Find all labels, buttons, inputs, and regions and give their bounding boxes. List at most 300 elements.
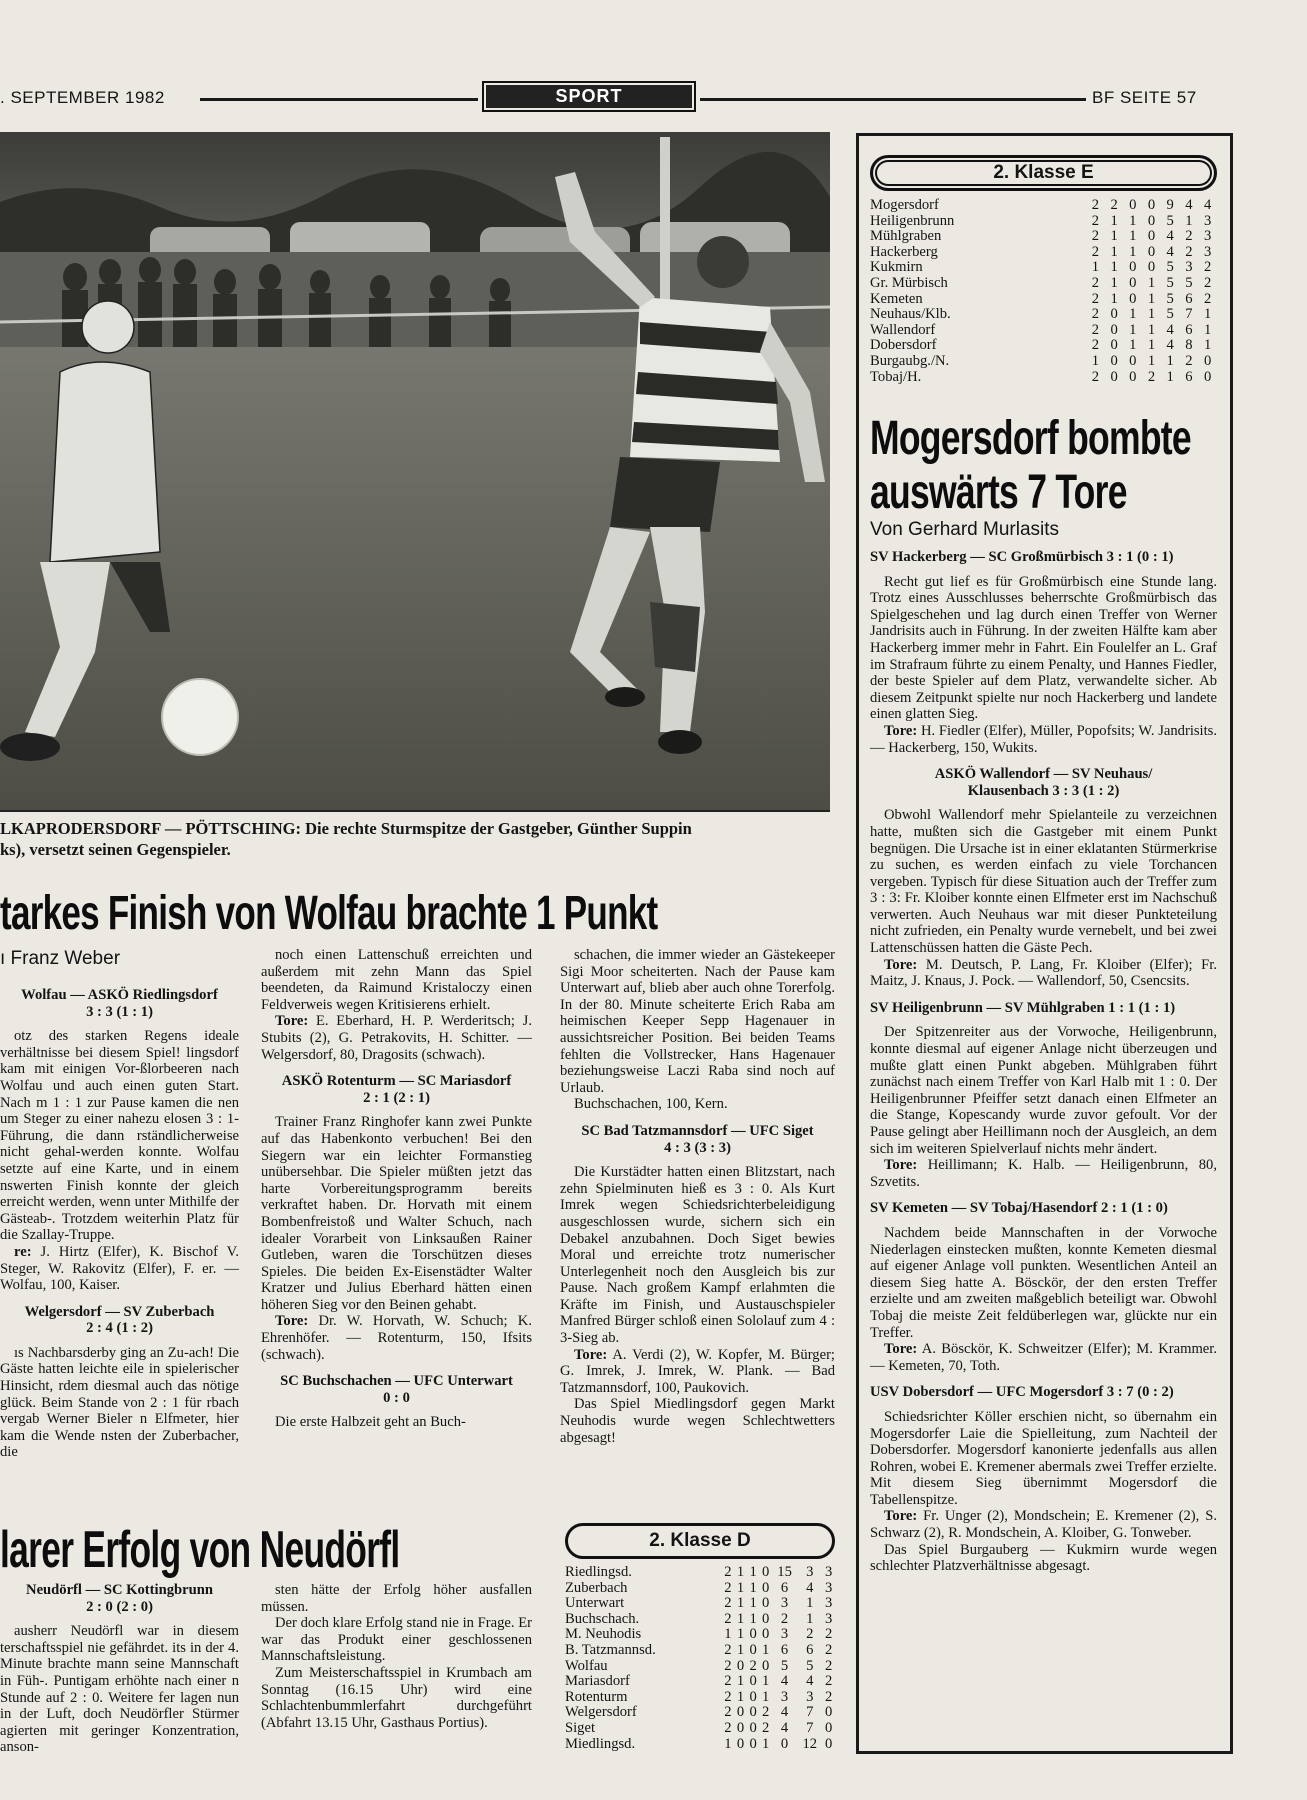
standings-value: 1 bbox=[762, 1673, 770, 1690]
standings-row bbox=[565, 1581, 835, 1597]
standings-value: 1 bbox=[1147, 290, 1156, 307]
match-heading: ASKÖ Rotenturm — SC Mariasdorf 2 : 1 (2 : 1) bbox=[281, 1073, 512, 1106]
standings-value: 1 bbox=[749, 1610, 757, 1627]
standings-value: 7 bbox=[806, 1719, 814, 1736]
standings-value: 3 bbox=[1185, 259, 1193, 276]
standings-value: 0 bbox=[749, 1626, 757, 1643]
standings-value: 4 bbox=[1166, 321, 1174, 338]
scorers-line bbox=[870, 957, 1217, 990]
scorers-label: Tore: bbox=[884, 1508, 918, 1525]
standings-value: 1 bbox=[1110, 228, 1118, 245]
team-name: Rotenturm bbox=[565, 1688, 628, 1705]
standings-value: 1 bbox=[1110, 290, 1118, 307]
standings-value: 3 bbox=[825, 1564, 833, 1580]
standings-value: 1 bbox=[806, 1610, 814, 1627]
standings-value: 2 bbox=[825, 1641, 833, 1658]
article-3-headline-line-1: Mogersdorf bombte bbox=[870, 412, 1191, 465]
standings-row bbox=[870, 245, 1217, 261]
body-paragraph: Trainer Franz Ringhofer kann zwei Punkte auf das Habenkonto verbuchen! Bei den Siegern war ein leichter Formanstieg unübersehbar. Die Spieler müßten jetzt das harte Vorbereitungsprogramm bereits verkraftet haben. Dr. Horvath mit einem Bombenfreistoß und Walter Schuch, nach idealer Vorarbeit von Linksaußen Rainer Gutleben, waren die Torschützen dieses Spieles. Die beiden Ex-Eisenstädter Walter Kratzer und Julius Eberhard hätten einen höheren Sieg vor den Beinen gehabt. bbox=[261, 1114, 532, 1313]
standings-value: 1 bbox=[736, 1673, 745, 1690]
standings-value: 1 bbox=[1091, 259, 1100, 276]
match-photo bbox=[0, 132, 830, 812]
standings-value: 0 bbox=[1203, 352, 1212, 369]
team-name: Buchschach. bbox=[565, 1610, 640, 1627]
standings-value: 5 bbox=[1166, 290, 1174, 307]
standings-value: 1 bbox=[1147, 337, 1156, 354]
standings-value: 0 bbox=[749, 1735, 757, 1752]
body-paragraph: Obwohl Wallendorf mehr Spielanteile zu verzeichnen hatte, mußten sich die Gastgeber mit einem Punkt begnügen. Die Ursache ist in einer eklatanten Stürmerkrise zu suchen, es werden einfach zu viele Torchancen vergeben. Typisch für diese Situation auch der Treffer zum 3 : 3: Fr. Kloiber konnte einen Elfmeter erst im Nachschuß verwerten. Auch Neuhaus war mit dieser Punkteteilung nicht zufrieden, ein Penalty wurde vernebelt, und bei zwei Lattenschüssen hatten die Gäste Pech. bbox=[870, 807, 1217, 957]
standings-value: 4 bbox=[806, 1579, 814, 1596]
team-name: Wolfau bbox=[565, 1657, 608, 1674]
scorers-text: E. Eberhard, H. P. Werderitsch; J. Stubits (2), G. Petrakovits, H. Schitter. — Welgersdorf, 80, Dragosits (schwach). bbox=[261, 1013, 532, 1063]
team-name: Zuberbach bbox=[565, 1579, 628, 1596]
standings-value: 1 bbox=[1185, 212, 1193, 229]
standings-row bbox=[565, 1674, 835, 1690]
match-heading: USV Dobersdorf — UFC Mogersdorf 3 : 7 (0 : 2) bbox=[870, 1384, 1174, 1401]
team-name: Heiligenbrunn bbox=[870, 212, 955, 229]
standings-value: 9 bbox=[1166, 197, 1174, 213]
standings-value: 4 bbox=[1166, 243, 1174, 260]
standings-value: 1 bbox=[736, 1610, 745, 1627]
standings-value: 2 bbox=[724, 1719, 732, 1736]
standings-value: 1 bbox=[806, 1595, 814, 1612]
standings-value: 1 bbox=[1166, 368, 1174, 385]
scorers-text: Fr. Unger (2), Mondschein; E. Kremener (2), S. Schwarz (2), R. Mondschein, A. Kloiber, G. Tonweber. bbox=[870, 1508, 1217, 1542]
standings-value: 1 bbox=[1110, 274, 1118, 291]
article-2-headline: larer Erfolg von Neudörfl bbox=[0, 1521, 400, 1579]
standings-value: 2 bbox=[724, 1610, 732, 1627]
standings-value: 2 bbox=[762, 1704, 770, 1721]
standings-value: 2 bbox=[1110, 197, 1118, 213]
scorers-label: Tore: bbox=[275, 1013, 309, 1030]
team-name: Mogersdorf bbox=[870, 197, 939, 213]
team-name: B. Tatzmannsd. bbox=[565, 1641, 656, 1658]
standings-value: 1 bbox=[736, 1595, 745, 1612]
standings-value: 1 bbox=[1110, 243, 1118, 260]
standings-value: 2 bbox=[724, 1688, 732, 1705]
body-paragraph: Das Spiel Burgauberg — Kukmirn wurde wegen schlechter Platzverhältnisse abgesagt. bbox=[870, 1541, 1217, 1575]
article-1-byline: ı Franz Weber bbox=[0, 948, 121, 969]
standings-value: 2 bbox=[724, 1673, 732, 1690]
article-3-headline bbox=[870, 412, 1230, 520]
standings-value: 0 bbox=[762, 1564, 770, 1580]
standings-value: 2 bbox=[1091, 212, 1100, 229]
standings-row bbox=[565, 1721, 835, 1737]
standings-value: 1 bbox=[736, 1626, 745, 1643]
standings-value: 3 bbox=[825, 1579, 833, 1596]
scorers-label: Tore: bbox=[884, 1341, 918, 1358]
team-name: Tobaj/H. bbox=[870, 368, 922, 385]
article-1-column-1 bbox=[0, 987, 239, 1461]
standings-value: 3 bbox=[1203, 212, 1212, 229]
standings-value: 0 bbox=[762, 1579, 770, 1596]
standings-value: 1 bbox=[736, 1641, 745, 1658]
standings-value: 0 bbox=[825, 1704, 833, 1721]
standings-klasse-e-table bbox=[870, 198, 1217, 385]
standings-row bbox=[870, 276, 1217, 292]
standings-value: 5 bbox=[1166, 259, 1174, 276]
standings-row bbox=[870, 323, 1217, 339]
standings-value: 0 bbox=[1129, 259, 1137, 276]
standings-value: 6 bbox=[1185, 290, 1193, 307]
standings-value: 7 bbox=[806, 1704, 814, 1721]
article-2-column-2 bbox=[261, 1582, 532, 1731]
standings-value: 0 bbox=[1110, 337, 1118, 354]
standings-value: 0 bbox=[762, 1595, 770, 1612]
standings-value: 2 bbox=[1091, 197, 1100, 213]
match-heading: Neudörfl — SC Kottingbrunn 2 : 0 (2 : 0) bbox=[26, 1582, 213, 1615]
standings-value: 1 bbox=[736, 1564, 745, 1580]
standings-value: 0 bbox=[1110, 321, 1118, 338]
standings-value: 1 bbox=[1203, 337, 1212, 354]
standings-value: 4 bbox=[806, 1673, 814, 1690]
match-heading: SC Buchschachen — UFC Unterwart 0 : 0 bbox=[280, 1373, 513, 1406]
standings-value: 0 bbox=[1110, 352, 1118, 369]
body-paragraph: Das Spiel Miedlingsdorf gegen Markt Neuhodis wurde wegen Schlechtwetters abgesagt! bbox=[560, 1396, 835, 1446]
football-scene-image bbox=[0, 132, 830, 810]
standings-value: 1 bbox=[736, 1688, 745, 1705]
standings-value: 0 bbox=[736, 1719, 745, 1736]
scorers-label: Tore: bbox=[574, 1346, 608, 1363]
team-name: Mühlgraben bbox=[870, 228, 942, 245]
standings-value: 2 bbox=[1203, 259, 1212, 276]
photo-caption-line-1: LKAPRODERSDORF — PÖTTSCHING: Die rechte Sturmspitze der Gastgeber, Günther Suppin bbox=[0, 819, 692, 838]
standings-klasse-d-table bbox=[565, 1565, 835, 1752]
body-paragraph: otz des starken Regens ideale verhältnisse bei diesem Spiel! lingsdorf kam mit einigen Vor-ßlorbeeren nach Wolfau und auch einen guten Start. Nach m 1 : 1 zur Pause kamen die nen um Steger zu einer nahezu elosen 3 : 1-Führung, die dann rständlicherweise nicht gehal-werden konnte. Wolfau setzte auf eine Karte, und in einem nswerten Finish konnte der gleich erreicht werden, wenn unter Mithilfe der Gästeab-. Trotzdem weiterhin Platz für die Szallay-Truppe. bbox=[0, 1028, 239, 1244]
standings-row bbox=[870, 229, 1217, 245]
standings-value: 2 bbox=[1091, 368, 1100, 385]
scorers-line bbox=[0, 1244, 239, 1294]
standings-value: 3 bbox=[825, 1595, 833, 1612]
standings-value: 2 bbox=[1091, 321, 1100, 338]
team-name: Kemeten bbox=[870, 290, 923, 307]
standings-value: 1 bbox=[749, 1595, 757, 1612]
standings-klasse-e bbox=[870, 155, 1217, 385]
standings-value: 5 bbox=[1166, 274, 1174, 291]
standings-klasse-d-title: 2. Klasse D bbox=[565, 1523, 835, 1559]
standings-value: 1 bbox=[1203, 306, 1212, 323]
standings-value: 0 bbox=[1203, 368, 1212, 385]
scorers-label: Tore: bbox=[884, 956, 918, 973]
standings-value: 0 bbox=[1129, 197, 1137, 213]
standings-value: 1 bbox=[1147, 321, 1156, 338]
standings-row bbox=[870, 260, 1217, 276]
standings-value: 0 bbox=[1110, 306, 1118, 323]
standings-value: 1 bbox=[762, 1735, 770, 1752]
team-name: Hackerberg bbox=[870, 243, 938, 260]
standings-value: 1 bbox=[724, 1735, 732, 1752]
header-rule-right bbox=[700, 98, 1086, 101]
standings-row bbox=[870, 292, 1217, 308]
team-name: Dobersdorf bbox=[870, 337, 937, 354]
standings-row bbox=[565, 1705, 835, 1721]
standings-value: 6 bbox=[780, 1641, 789, 1658]
standings-value: 2 bbox=[1091, 337, 1100, 354]
match-heading: SV Heiligenbrunn — SV Mühlgraben 1 : 1 (1 : 1) bbox=[870, 999, 1176, 1016]
standings-value: 0 bbox=[825, 1735, 833, 1752]
standings-row bbox=[565, 1565, 835, 1581]
team-name: Neuhaus/Klb. bbox=[870, 306, 951, 323]
standings-value: 4 bbox=[780, 1704, 789, 1721]
standings-value: 3 bbox=[825, 1610, 833, 1627]
standings-value: 2 bbox=[1203, 274, 1212, 291]
scorers-label: Tore: bbox=[884, 722, 918, 739]
standings-value: 2 bbox=[825, 1626, 833, 1643]
standings-value: 1 bbox=[762, 1688, 770, 1705]
article-1-column-3 bbox=[560, 947, 835, 1446]
team-name: Siget bbox=[565, 1719, 595, 1736]
standings-value: 2 bbox=[1185, 352, 1193, 369]
standings-value: 2 bbox=[1203, 290, 1212, 307]
standings-klasse-d bbox=[565, 1523, 835, 1752]
team-name: Wallendorf bbox=[870, 321, 936, 338]
body-paragraph: Schiedsrichter Köller erschien nicht, so übernahm ein Mogersdorfer Laie die Spielleitung, zum Nachteil der Dobersdorfer. Mogersdorf kanonierte jedenfalls aus allen Rohren, wobei E. Kremener abermals zwei Treffer erzielte. Mit diesem Sieg übernimmt Mogersdorf die Tabellenspitze. bbox=[870, 1408, 1217, 1508]
scorers-line bbox=[870, 1157, 1217, 1190]
standings-value: 2 bbox=[780, 1610, 789, 1627]
standings-value: 1 bbox=[762, 1641, 770, 1658]
standings-row bbox=[870, 214, 1217, 230]
match-heading: Welgersdorf — SV Zuberbach 2 : 4 (1 : 2) bbox=[24, 1303, 215, 1337]
standings-value: 2 bbox=[1185, 243, 1193, 260]
standings-value: 2 bbox=[1091, 243, 1100, 260]
standings-row bbox=[870, 370, 1217, 386]
standings-value: 5 bbox=[780, 1657, 789, 1674]
standings-value: 3 bbox=[1203, 228, 1212, 245]
standings-row bbox=[565, 1596, 835, 1612]
photo-caption bbox=[0, 818, 830, 860]
standings-value: 2 bbox=[724, 1704, 732, 1721]
standings-value: 7 bbox=[1185, 306, 1193, 323]
standings-value: 0 bbox=[736, 1735, 745, 1752]
standings-value: 0 bbox=[1147, 228, 1156, 245]
standings-value: 0 bbox=[1129, 274, 1137, 291]
standings-row bbox=[870, 354, 1217, 370]
standings-value: 1 bbox=[1147, 274, 1156, 291]
article-3-headline-line-2: auswärts 7 Tore bbox=[870, 466, 1127, 519]
standings-value: 15 bbox=[777, 1564, 792, 1580]
standings-value: 0 bbox=[1129, 352, 1137, 369]
standings-value: 0 bbox=[1129, 290, 1137, 307]
standings-value: 2 bbox=[825, 1657, 833, 1674]
scorers-line bbox=[870, 1508, 1217, 1541]
standings-value: 4 bbox=[780, 1673, 789, 1690]
scorers-line bbox=[261, 1013, 532, 1063]
scorers-text: A. Verdi (2), W. Kopfer, M. Bürger; G. Imrek, J. Imrek, W. Plank. — Bad Tatzmannsdorf, 100, Paukovich. bbox=[560, 1346, 835, 1396]
standings-row bbox=[565, 1627, 835, 1643]
standings-value: 0 bbox=[736, 1704, 745, 1721]
scorers-line bbox=[870, 723, 1217, 756]
body-paragraph: Die erste Halbzeit geht an Buch- bbox=[275, 1414, 466, 1431]
standings-row bbox=[870, 198, 1217, 214]
standings-value: 0 bbox=[762, 1610, 770, 1627]
section-label-box bbox=[482, 81, 696, 112]
standings-value: 1 bbox=[736, 1579, 745, 1596]
team-name: Kukmirn bbox=[870, 259, 923, 276]
standings-value: 2 bbox=[724, 1657, 732, 1674]
standings-value: 1 bbox=[1147, 352, 1156, 369]
standings-value: 0 bbox=[762, 1626, 770, 1643]
issue-date: . SEPTEMBER 1982 bbox=[0, 88, 165, 107]
standings-row bbox=[565, 1737, 835, 1753]
standings-value: 2 bbox=[724, 1564, 732, 1580]
match-heading: SC Bad Tatzmannsdorf — UFC Siget 4 : 3 (3 : 3) bbox=[581, 1122, 814, 1156]
standings-value: 4 bbox=[1203, 197, 1212, 213]
match-heading: SV Hackerberg — SC Großmürbisch 3 : 1 (0 : 1) bbox=[870, 549, 1174, 565]
team-name: Gr. Mürbisch bbox=[870, 274, 948, 291]
body-paragraph: Recht gut lief es für Großmürbisch eine Stunde lang. Trotz eines Ausschlusses beherrschte Großmürbisch das Spielgeschehen und lag durch einen Treffer von Werner Jandrisits auch in Führung. In der zweiten Hälfte kam aber Hackerberg immer mehr in Fahrt. Ein Foulelfer an L. Graf im Strafraum führte zu einem Penalty, und Hannes Fiedler, der beste Spieler auf dem Platz, verwandelte sicher. Ab diesem Zeitpunkt spielte nur noch Hackerberg und landete einen glatten Sieg. bbox=[870, 573, 1217, 723]
scorers-text: H. Fiedler (Elfer), Müller, Popofsits; W. Jandrisits. — Hackerberg, 150, Wukits. bbox=[870, 722, 1217, 756]
standings-value: 0 bbox=[749, 1641, 757, 1658]
standings-value: 2 bbox=[762, 1719, 770, 1736]
team-name: M. Neuhodis bbox=[565, 1626, 642, 1643]
standings-value: 12 bbox=[802, 1735, 818, 1752]
standings-value: 3 bbox=[780, 1626, 789, 1643]
standings-value: 1 bbox=[724, 1626, 732, 1643]
article-1-column-2 bbox=[261, 947, 532, 1431]
standings-value: 0 bbox=[1129, 368, 1137, 385]
standings-value: 1 bbox=[1166, 352, 1174, 369]
standings-value: 3 bbox=[780, 1595, 789, 1612]
body-paragraph: schachen, die immer wieder an Gästekeeper Sigi Moor scheiterten. Nach der Pause kam Unterwart auf, blieb aber auch ohne Torerfolg. In der 80. Minute scheiterte Erich Raba am heimischen Keeper Sepp Hagenauer in aussichtsreicher Position. Bei beiden Teams fehlten die Vollstrecker, Hans Hagenauer beziehungsweise Laczi Raba sind noch auf Urlaub. bbox=[560, 947, 835, 1096]
standings-value: 1 bbox=[1147, 306, 1156, 323]
standings-value: 6 bbox=[806, 1641, 814, 1658]
standings-value: 1 bbox=[1129, 321, 1137, 338]
standings-value: 5 bbox=[1185, 274, 1193, 291]
standings-value: 0 bbox=[749, 1704, 757, 1721]
standings-value: 3 bbox=[780, 1688, 789, 1705]
standings-row bbox=[870, 338, 1217, 354]
standings-value: 5 bbox=[1166, 306, 1174, 323]
standings-value: 0 bbox=[780, 1735, 789, 1752]
standings-value: 0 bbox=[749, 1719, 757, 1736]
match-heading: ASKÖ Wallendorf — SV Neuhaus/ Klausenbach 3 : 3 (1 : 2) bbox=[934, 766, 1153, 799]
article-3-body bbox=[870, 549, 1217, 1575]
team-name: Burgaubg./N. bbox=[870, 352, 950, 369]
match-heading: Wolfau — ASKÖ Riedlingsdorf 3 : 3 (1 : 1) bbox=[21, 987, 218, 1020]
standings-value: 1 bbox=[1091, 352, 1100, 369]
header-rule-left bbox=[200, 98, 478, 101]
team-name: Riedlingsd. bbox=[565, 1564, 632, 1580]
standings-value: 0 bbox=[1147, 243, 1156, 260]
body-paragraph: Der doch klare Erfolg stand nie in Frage. Er war das Produkt einer geschlossenen Mannschaftsleistung. bbox=[261, 1615, 532, 1665]
standings-value: 5 bbox=[806, 1657, 814, 1674]
standings-value: 3 bbox=[806, 1564, 814, 1580]
standings-value: 0 bbox=[1147, 197, 1156, 213]
scorers-text: Heillimann; K. Halb. — Heiligenbrunn, 80, Szvetits. bbox=[870, 1157, 1217, 1190]
scorers-text: M. Deutsch, P. Lang, Fr. Kloiber (Elfer); Fr. Maitz, J. Knaus, J. Pock. — Wallendorf, 50, Csencsits. bbox=[870, 956, 1217, 990]
scorers-label: Tore: bbox=[275, 1313, 309, 1330]
standings-value: 0 bbox=[736, 1657, 745, 1674]
standings-value: 2 bbox=[825, 1688, 833, 1705]
standings-value: 1 bbox=[1110, 259, 1118, 276]
page-number: BF SEITE 57 bbox=[1092, 88, 1197, 107]
photo-caption-line-2: ks), versetzt seinen Gegenspieler. bbox=[0, 840, 231, 859]
standings-value: 1 bbox=[749, 1564, 757, 1580]
scorers-line bbox=[560, 1347, 835, 1397]
body-paragraph: ıs Nachbarsderby ging an Zu-ach! Die Gäste hatten leichte eile in spielerischer Hinsicht, rdem diesmal auch das nötige glück. Beim Stande von 2 : 1 für rbach vergab Werner Bieler n Elfmeter, hier kam die Wende nsten der Zuberbacher, die bbox=[0, 1344, 239, 1461]
scorers-text: A. Bösckör, K. Schweitzer (Elfer); M. Krammer. — Kemeten, 70, Toth. bbox=[870, 1341, 1217, 1374]
standings-row bbox=[565, 1659, 835, 1675]
standings-value: 2 bbox=[1091, 306, 1100, 323]
standings-row bbox=[565, 1643, 835, 1659]
standings-value: 2 bbox=[825, 1673, 833, 1690]
standings-value: 0 bbox=[1110, 368, 1118, 385]
standings-value: 3 bbox=[806, 1688, 814, 1705]
standings-value: 4 bbox=[780, 1719, 789, 1736]
standings-value: 2 bbox=[1147, 368, 1156, 385]
standings-klasse-e-title: 2. Klasse E bbox=[870, 155, 1217, 191]
standings-value: 1 bbox=[1203, 321, 1212, 338]
standings-value: 2 bbox=[1091, 290, 1100, 307]
article-3-byline: Von Gerhard Murlasits bbox=[870, 519, 1060, 540]
standings-value: 2 bbox=[1185, 228, 1193, 245]
body-paragraph: Nachdem beide Mannschaften in der Vorwoche Niederlagen einstecken mußten, konnte Kemeten diesmal auf eigener Anlage voll punkten. Wesentlichen Anteil an diesem Sieg hatte A. Bösckör, der den ersten Treffer erzielte und am zweiten maßgeblich beteiligt war. Obwohl Tobaj die meiste Zeit feldüberlegen war, glückte nur ein Treffer. bbox=[870, 1224, 1217, 1341]
match-heading: SV Kemeten — SV Tobaj/Hasendorf 2 : 1 (1 : 0) bbox=[870, 1200, 1168, 1217]
standings-value: 1 bbox=[1110, 212, 1118, 229]
standings-value: 1 bbox=[1129, 306, 1137, 323]
body-paragraph: Buchschachen, 100, Kern. bbox=[574, 1096, 728, 1113]
standings-value: 1 bbox=[1129, 337, 1137, 354]
body-paragraph: sten hätte der Erfolg höher ausfallen müssen. bbox=[261, 1582, 532, 1615]
scorers-text: Dr. W. Horvath, W. Schuch; K. Ehrenhöfer. — Rotenturm, 150, Ifsits (schwach). bbox=[261, 1313, 532, 1363]
body-paragraph: Der Spitzenreiter aus der Vorwoche, Heiligenbrunn, konnte diesmal auf eigener Anlage nicht überzeugen und mußte glatt einen Punkt abgeben. Mühlgraben führt zunächst nach einem Treffer von Karl Halb mit 1 : 0. Der Heiligenbrunner Pfeiffer setzt danach einen Elfmeter an die Stange, Kopescandy wurde zuvor gefoult. Vor der Pause gelingt aber Heillimann noch der Ausgleich, an dem sich im weiteren Spielverlauf nichts mehr ändert. bbox=[870, 1024, 1217, 1157]
scorers-line bbox=[870, 1341, 1217, 1374]
body-paragraph: Zum Meisterschaftsspiel in Krumbach am Sonntag (16.15 Uhr) wird eine Schlachtenbummlerfahrt durchgeführt (Abfahrt 13.15 Uhr, Gasthaus Portius). bbox=[261, 1664, 532, 1731]
standings-value: 2 bbox=[749, 1657, 757, 1674]
standings-row bbox=[565, 1612, 835, 1628]
section-label: SPORT bbox=[486, 85, 692, 108]
standings-value: 1 bbox=[1129, 228, 1137, 245]
standings-value: 2 bbox=[724, 1641, 732, 1658]
standings-value: 6 bbox=[1185, 368, 1193, 385]
standings-value: 0 bbox=[762, 1657, 770, 1674]
team-name: Mariasdorf bbox=[565, 1673, 630, 1690]
team-name: Unterwart bbox=[565, 1595, 625, 1612]
body-paragraph: noch einen Lattenschuß erreichten und außerdem mit zehn Mann das Spiel beendeten, da Raimund Kristaloczy einen Feldverweis wegen Kritisierens erhielt. bbox=[261, 947, 532, 1013]
standings-value: 4 bbox=[1185, 197, 1193, 213]
standings-value: 6 bbox=[780, 1579, 789, 1596]
scorers-line bbox=[261, 1313, 532, 1363]
standings-value: 0 bbox=[1147, 212, 1156, 229]
standings-value: 2 bbox=[806, 1626, 814, 1643]
scorers-text: J. Hirtz (Elfer), K. Bischof V. Steger, W. Rakovitz (Elfer), F. er. — Wolfau, 100, Kaiser. bbox=[0, 1243, 239, 1294]
standings-value: 2 bbox=[724, 1595, 732, 1612]
standings-value: 8 bbox=[1185, 337, 1193, 354]
standings-value: 5 bbox=[1166, 212, 1174, 229]
standings-value: 1 bbox=[1129, 212, 1137, 229]
body-paragraph: ausherr Neudörfl war in diesem terschaftsspiel nie gefährdet. its in der 4. Minute brachte mann seine Mannschaft in Füh-. Puntigam erhöhte nach einer n Stunde auf 2 : 0. Weitere fer lagen nun in der Luft, doch Neudörfler Stürmer agierten mit geringer Konzentration, anson- bbox=[0, 1623, 239, 1756]
standings-value: 4 bbox=[1166, 337, 1174, 354]
body-paragraph: Die Kurstädter hatten einen Blitzstart, nach zehn Spielminuten hieß es 3 : 0. Als Kurt Imrek wegen Schiedsrichterbeleidigung ausgeschlossen wurde, sichern sich ein Debakel anzubahnen. Doch Siget bewies Moral und erreichte trotz numerischer Unterlegenheit noch den Ausgleich bis zur Pause. Nach großem Kampf erlahmten die Kräfte im Finish, und Austauschspieler Manfred Bürger schloß einen Sololauf zum 4 : 3-Sieg ab. bbox=[560, 1164, 835, 1347]
article-1-headline: tarkes Finish von Wolfau brachte 1 Punkt bbox=[0, 887, 658, 940]
standings-value: 0 bbox=[749, 1673, 757, 1690]
standings-value: 0 bbox=[749, 1688, 757, 1705]
standings-row bbox=[565, 1690, 835, 1706]
team-name: Miedlingsd. bbox=[565, 1735, 636, 1752]
standings-value: 2 bbox=[1091, 274, 1100, 291]
standings-value: 3 bbox=[1203, 243, 1212, 260]
team-name: Welgersdorf bbox=[565, 1704, 637, 1721]
scorers-label: re: bbox=[14, 1243, 32, 1260]
article-2-column-1 bbox=[0, 1582, 239, 1756]
standings-value: 1 bbox=[1129, 243, 1137, 260]
scorers-label: Tore: bbox=[884, 1157, 918, 1174]
standings-value: 0 bbox=[1147, 259, 1156, 276]
standings-value: 2 bbox=[1091, 228, 1100, 245]
standings-value: 6 bbox=[1185, 321, 1193, 338]
standings-value: 1 bbox=[749, 1579, 757, 1596]
standings-value: 4 bbox=[1166, 228, 1174, 245]
